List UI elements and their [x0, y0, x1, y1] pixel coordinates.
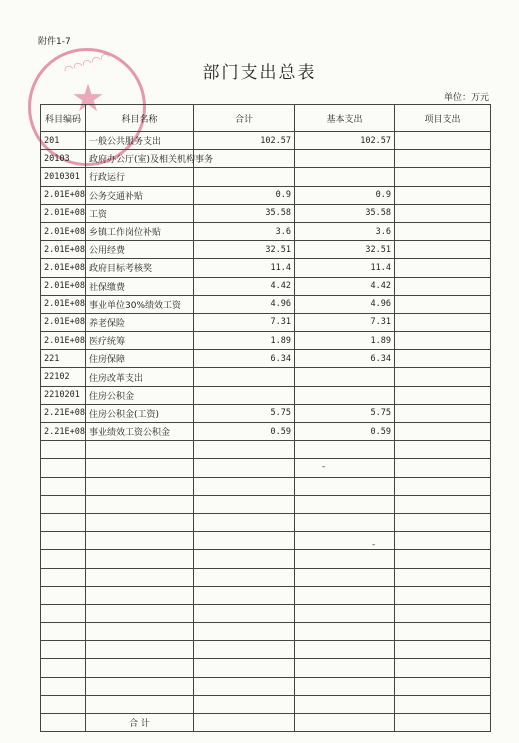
cell-name [86, 659, 194, 677]
cell-code: 2.01E+08 [41, 204, 86, 222]
cell-total: 4.96 [194, 295, 295, 313]
table-row [41, 477, 491, 495]
cell-name [86, 513, 194, 531]
cell-basic [295, 695, 395, 713]
header-project: 项目支出 [395, 105, 491, 132]
cell-basic [295, 677, 395, 695]
cell-name: 住房保障 [86, 350, 194, 368]
cell-basic [295, 459, 395, 477]
cell-name [86, 532, 194, 550]
table-row [41, 277, 491, 295]
total-cell [395, 714, 491, 732]
cell-total [194, 550, 295, 568]
total-cell-empty [41, 714, 86, 732]
cell-code [41, 532, 86, 550]
table-row [41, 604, 491, 622]
table-row [41, 313, 491, 331]
cell-basic [295, 441, 395, 459]
cell-project [395, 132, 491, 150]
cell-name [86, 568, 194, 586]
cell-basic [295, 168, 395, 186]
cell-name: 事业绩效工资公积金 [86, 423, 194, 441]
cell-total: 1.89 [194, 332, 295, 350]
cell-code: 2.01E+08 [41, 332, 86, 350]
cell-basic: 32.51 [295, 241, 395, 259]
table-row [41, 677, 491, 695]
cell-total: 35.58 [194, 204, 295, 222]
cell-project [395, 550, 491, 568]
cell-name [86, 550, 194, 568]
cell-name [86, 604, 194, 622]
total-cell [194, 714, 295, 732]
table-row [41, 404, 491, 422]
cell-basic: 3.6 [295, 222, 395, 240]
cell-code: 2210201 [41, 386, 86, 404]
table-header-row [41, 105, 491, 132]
cell-project [395, 459, 491, 477]
cell-project [395, 641, 491, 659]
cell-total: 102.57 [194, 132, 295, 150]
cell-total [194, 386, 295, 404]
cell-name [86, 677, 194, 695]
cell-name: 医疗统筹 [86, 332, 194, 350]
cell-project [395, 604, 491, 622]
cell-project [395, 423, 491, 441]
table-row [41, 259, 491, 277]
table-row [41, 568, 491, 586]
cell-total [194, 513, 295, 531]
table-row [41, 441, 491, 459]
cell-code [41, 441, 86, 459]
cell-name: 工资 [86, 204, 194, 222]
cell-name [86, 477, 194, 495]
cell-total [194, 568, 295, 586]
cell-total: 0.59 [194, 423, 295, 441]
cell-code: 2.21E+08 [41, 404, 86, 422]
cell-total [194, 659, 295, 677]
cell-total [194, 623, 295, 641]
cell-basic [295, 477, 395, 495]
cell-basic: 4.96 [295, 295, 395, 313]
table-row [41, 695, 491, 713]
cell-project [395, 586, 491, 604]
cell-total [194, 459, 295, 477]
cell-total: 4.42 [194, 277, 295, 295]
cell-project [395, 350, 491, 368]
cell-total [194, 495, 295, 513]
cell-code: 20103 [41, 150, 86, 168]
cell-code [41, 495, 86, 513]
table-row [41, 295, 491, 313]
cell-project [395, 495, 491, 513]
cell-basic [295, 495, 395, 513]
cell-project [395, 623, 491, 641]
cell-basic [295, 513, 395, 531]
cell-project [395, 513, 491, 531]
cell-project [395, 204, 491, 222]
header-code: 科目编码 [41, 105, 86, 132]
page-title: 部门支出总表 [202, 63, 317, 83]
cell-code: 201 [41, 132, 86, 150]
cell-basic [295, 150, 395, 168]
table-row [41, 495, 491, 513]
cell-basic: 102.57 [295, 132, 395, 150]
cell-name [86, 441, 194, 459]
cell-project [395, 313, 491, 331]
seal-text: ◠◠◠◠◠ [62, 49, 112, 78]
table-row [41, 186, 491, 204]
cell-total: 32.51 [194, 241, 295, 259]
cell-code [41, 586, 86, 604]
cell-project [395, 241, 491, 259]
cell-basic: 6.34 [295, 350, 395, 368]
table-row [41, 386, 491, 404]
cell-basic [295, 532, 395, 550]
cell-total: 5.75 [194, 404, 295, 422]
cell-total [194, 477, 295, 495]
table-row [41, 550, 491, 568]
cell-name: 养老保险 [86, 313, 194, 331]
table-row [41, 423, 491, 441]
stray-mark: - [322, 462, 326, 472]
cell-code [41, 459, 86, 477]
cell-project [395, 259, 491, 277]
cell-name [86, 586, 194, 604]
cell-total [194, 695, 295, 713]
cell-code: 2.01E+08 [41, 295, 86, 313]
cell-project [395, 368, 491, 386]
cell-code: 2.01E+08 [41, 277, 86, 295]
cell-total: 3.6 [194, 222, 295, 240]
cell-basic [295, 659, 395, 677]
total-cell [295, 714, 395, 732]
cell-project [395, 186, 491, 204]
cell-total: 0.9 [194, 186, 295, 204]
total-label: 合 计 [86, 714, 194, 732]
cell-project [395, 295, 491, 313]
table-row [41, 459, 491, 477]
cell-project [395, 677, 491, 695]
cell-name: 住房改革支出 [86, 368, 194, 386]
cell-name: 政府目标考核奖 [86, 259, 194, 277]
cell-total [194, 604, 295, 622]
cell-code: 221 [41, 350, 86, 368]
unit-label: 单位：万元 [443, 93, 489, 103]
cell-project [395, 477, 491, 495]
table-row [41, 204, 491, 222]
table-row [41, 659, 491, 677]
cell-name [86, 495, 194, 513]
attachment-label: 附件1-7 [38, 37, 71, 47]
cell-name [86, 623, 194, 641]
cell-total [194, 368, 295, 386]
cell-code: 2.01E+08 [41, 313, 86, 331]
cell-name: 社保缴费 [86, 277, 194, 295]
table-row [41, 132, 491, 150]
cell-total [194, 441, 295, 459]
table-row [41, 623, 491, 641]
cell-name: 事业单位30%绩效工资 [86, 295, 194, 313]
cell-name: 乡镇工作岗位补贴 [86, 222, 194, 240]
cell-basic [295, 550, 395, 568]
cell-total [194, 532, 295, 550]
cell-name: 住房公积金(工资) [86, 404, 194, 422]
cell-project [395, 568, 491, 586]
cell-project [395, 332, 491, 350]
cell-name: 一般公共服务支出 [86, 132, 194, 150]
cell-project [395, 659, 491, 677]
cell-total [194, 677, 295, 695]
cell-project [395, 532, 491, 550]
table-row [41, 332, 491, 350]
table-row [41, 241, 491, 259]
table-row [41, 150, 491, 168]
table-row [41, 168, 491, 186]
cell-project [395, 404, 491, 422]
cell-basic [295, 604, 395, 622]
table-row [41, 350, 491, 368]
total-row [41, 714, 491, 732]
cell-name [86, 641, 194, 659]
cell-name: 政府办公厅(室)及相关机构事务 [86, 150, 194, 168]
cell-total [194, 168, 295, 186]
table-row [41, 222, 491, 240]
table-row [41, 641, 491, 659]
cell-project [395, 386, 491, 404]
cell-project [395, 695, 491, 713]
cell-code [41, 604, 86, 622]
table-row [41, 368, 491, 386]
cell-code: 2.01E+08 [41, 241, 86, 259]
seal-star-icon: ★ [71, 76, 106, 120]
cell-code [41, 477, 86, 495]
cell-name: 住房公积金 [86, 386, 194, 404]
table-row [41, 513, 491, 531]
cell-basic: 4.42 [295, 277, 395, 295]
cell-basic: 0.9 [295, 186, 395, 204]
header-basic: 基本支出 [295, 105, 395, 132]
cell-name [86, 695, 194, 713]
cell-name: 公用经费 [86, 241, 194, 259]
header-name: 科目名称 [86, 105, 194, 132]
cell-code: 2.01E+08 [41, 186, 86, 204]
cell-total: 11.4 [194, 259, 295, 277]
cell-basic: 5.75 [295, 404, 395, 422]
cell-project [395, 150, 491, 168]
stray-mark: - [372, 540, 376, 550]
cell-total [194, 586, 295, 604]
cell-code [41, 568, 86, 586]
cell-code: 2.01E+08 [41, 259, 86, 277]
cell-total: 6.34 [194, 350, 295, 368]
cell-basic [295, 641, 395, 659]
cell-basic: 7.31 [295, 313, 395, 331]
table-row [41, 586, 491, 604]
cell-basic: 1.89 [295, 332, 395, 350]
cell-project [395, 222, 491, 240]
cell-code [41, 659, 86, 677]
cell-code [41, 677, 86, 695]
cell-basic: 35.58 [295, 204, 395, 222]
cell-total: 7.31 [194, 313, 295, 331]
table-row [41, 532, 491, 550]
cell-name: 行政运行 [86, 168, 194, 186]
cell-basic [295, 568, 395, 586]
cell-basic [295, 623, 395, 641]
cell-code: 2.21E+08 [41, 423, 86, 441]
cell-project [395, 277, 491, 295]
cell-name: 公务交通补贴 [86, 186, 194, 204]
cell-basic: 0.59 [295, 423, 395, 441]
expenditure-table [40, 104, 491, 732]
cell-basic: 11.4 [295, 259, 395, 277]
cell-code [41, 623, 86, 641]
cell-code [41, 695, 86, 713]
cell-code: 22102 [41, 368, 86, 386]
cell-code: 2.01E+08 [41, 222, 86, 240]
cell-basic [295, 368, 395, 386]
cell-code [41, 550, 86, 568]
cell-project [395, 168, 491, 186]
cell-basic [295, 386, 395, 404]
cell-total [194, 641, 295, 659]
cell-code: 2010301 [41, 168, 86, 186]
cell-basic [295, 586, 395, 604]
header-total: 合计 [194, 105, 295, 132]
cell-code [41, 641, 86, 659]
cell-code [41, 513, 86, 531]
cell-project [395, 441, 491, 459]
cell-name [86, 459, 194, 477]
